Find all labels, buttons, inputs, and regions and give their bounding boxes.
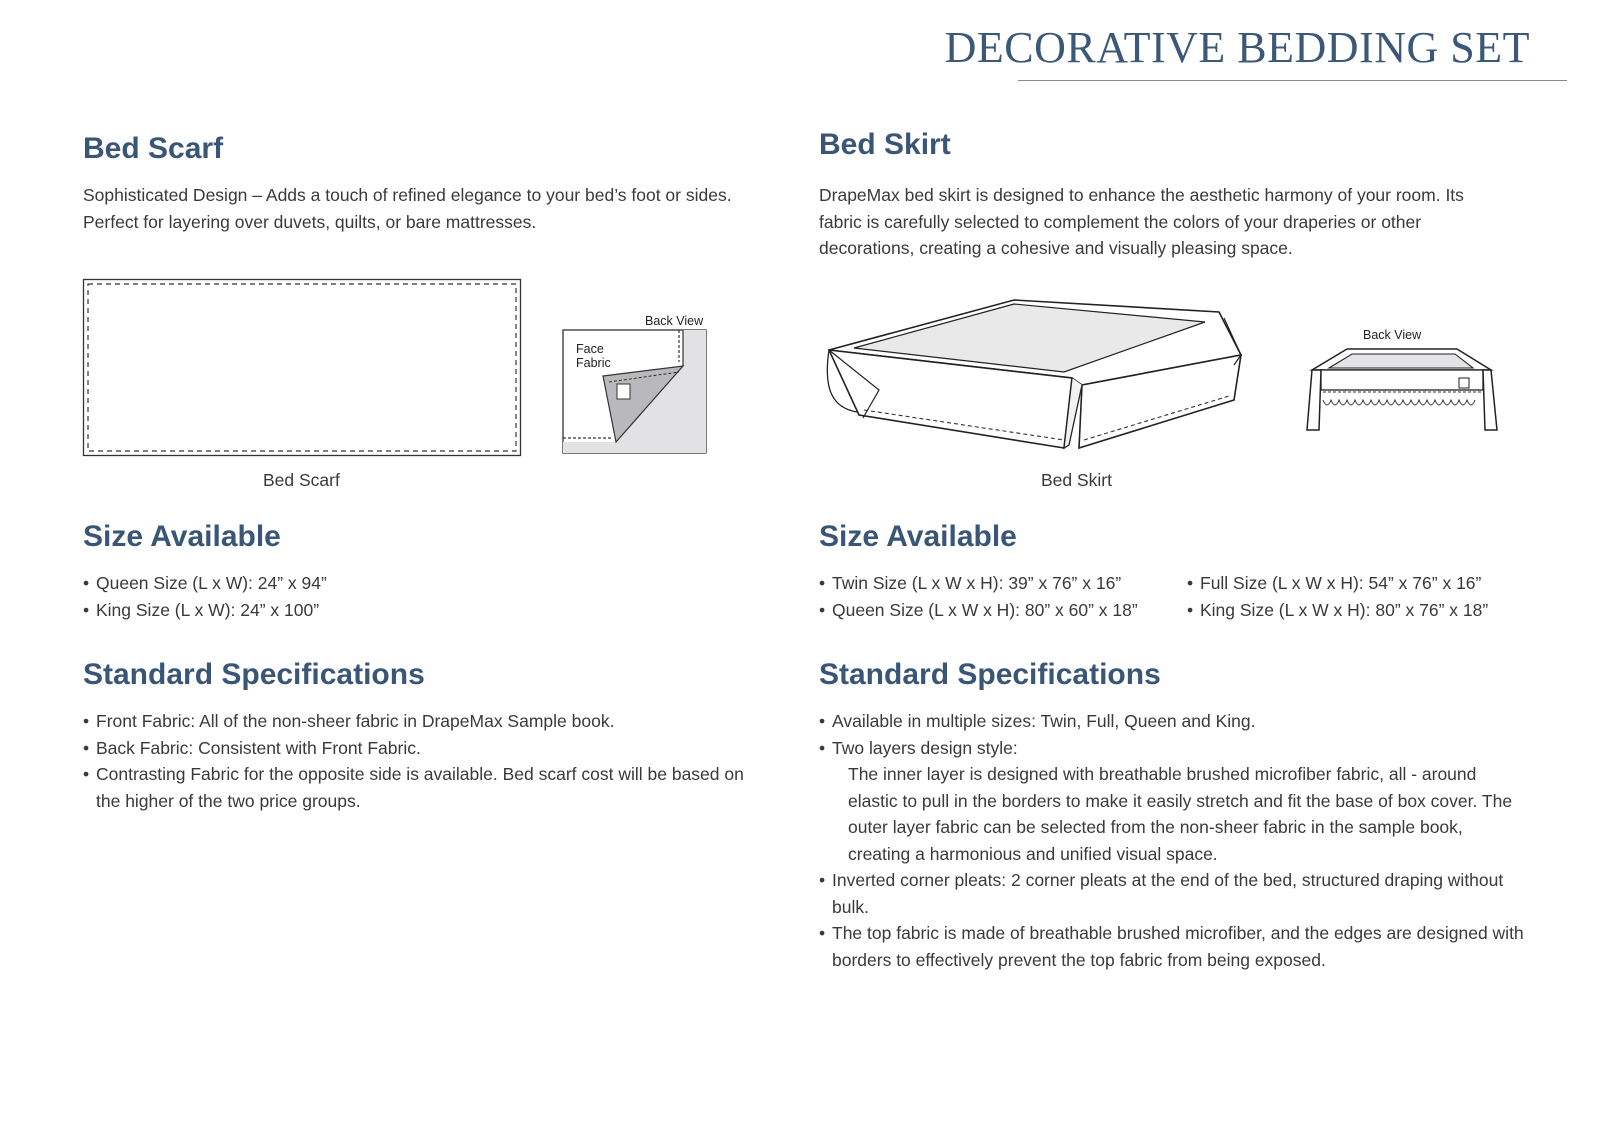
bed-skirt-spec-list <box>819 708 1529 973</box>
list-item <box>819 735 1529 868</box>
face-fabric-label-2: Fabric <box>576 356 611 370</box>
bed-skirt-back-view-diagram <box>1307 328 1507 438</box>
page-title: DECORATIVE BEDDING SET <box>944 23 1530 72</box>
list-item: • Queen Size (L x W x H): 80” x 60” x 18” <box>819 597 1179 624</box>
bed-scarf-sizes-heading: Size Available <box>83 520 281 553</box>
back-view-label: Back View <box>1363 328 1422 342</box>
bed-skirt-description: DrapeMax bed skirt is designed to enhance the aesthetic harmony of your room. Its fabric is carefully selected to complement the colors of your draperies or other decorations, creating a cohesive and visually pleasing space. <box>819 185 1464 258</box>
list-item: • Full Size (L x W x H): 54” x 76” x 16” <box>1187 570 1547 597</box>
bed-skirt-specs-heading: Standard Specifications <box>819 658 1161 691</box>
list-item-detail: The inner layer is designed with breathable brushed microfiber fabric, all - around elastic to pull in the borders to make it easily stretch and fit the base of box cover. The outer layer fabric can be selected from the non-sheer fabric in the sample book, creating a harmonious and unified visual space. <box>848 764 1513 864</box>
list-item: • Front Fabric: All of the non-sheer fabric in DrapeMax Sample book. <box>83 708 763 735</box>
bed-skirt-size-list-1 <box>819 570 1179 623</box>
title-divider <box>1018 80 1567 81</box>
list-item: • Contrasting Fabric for the opposite side is available. Bed scarf cost will be based on the higher of the two price groups. <box>83 761 763 814</box>
list-item: • Twin Size (L x W x H): 39” x 76” x 16” <box>819 570 1179 597</box>
bed-scarf-description: Sophisticated Design – Adds a touch of refined elegance to your bed’s foot or sides. Perfect for layering over duvets, quilts, or bare mattresses. <box>83 185 732 232</box>
bed-scarf-specs-heading: Standard Specifications <box>83 658 425 691</box>
list-item: • Inverted corner pleats: 2 corner pleats at the end of the bed, structured draping without bulk. <box>819 867 1529 920</box>
list-item: • Queen Size (L x W): 24” x 94” <box>83 570 783 597</box>
list-item: • The top fabric is made of breathable brushed microfiber, and the edges are designed with borders to effectively prevent the top fabric from being exposed. <box>819 920 1529 973</box>
face-fabric-label-1: Face <box>576 342 604 356</box>
bed-skirt-size-list-2 <box>1187 570 1547 623</box>
list-item: • King Size (L x W x H): 80” x 76” x 18” <box>1187 597 1547 624</box>
list-item: • Available in multiple sizes: Twin, Full, Queen and King. <box>819 708 1529 735</box>
bed-skirt-caption: Bed Skirt <box>1041 470 1112 490</box>
list-item-text: Two layers design style: <box>832 737 1018 758</box>
bed-scarf-spec-list <box>83 708 763 814</box>
list-item: • King Size (L x W): 24” x 100” <box>83 597 783 624</box>
back-view-label: Back View <box>645 314 704 328</box>
bed-skirt-diagram <box>829 300 1249 460</box>
bed-scarf-caption: Bed Scarf <box>263 470 340 490</box>
list-item: • Back Fabric: Consistent with Front Fabric. <box>83 735 763 762</box>
bed-scarf-heading: Bed Scarf <box>83 132 224 165</box>
bed-scarf-size-list <box>83 570 783 623</box>
bed-scarf-diagram <box>83 279 523 457</box>
bed-skirt-heading: Bed Skirt <box>819 128 951 161</box>
bed-skirt-sizes-heading: Size Available <box>819 520 1017 553</box>
bed-scarf-back-view-diagram <box>563 310 713 460</box>
